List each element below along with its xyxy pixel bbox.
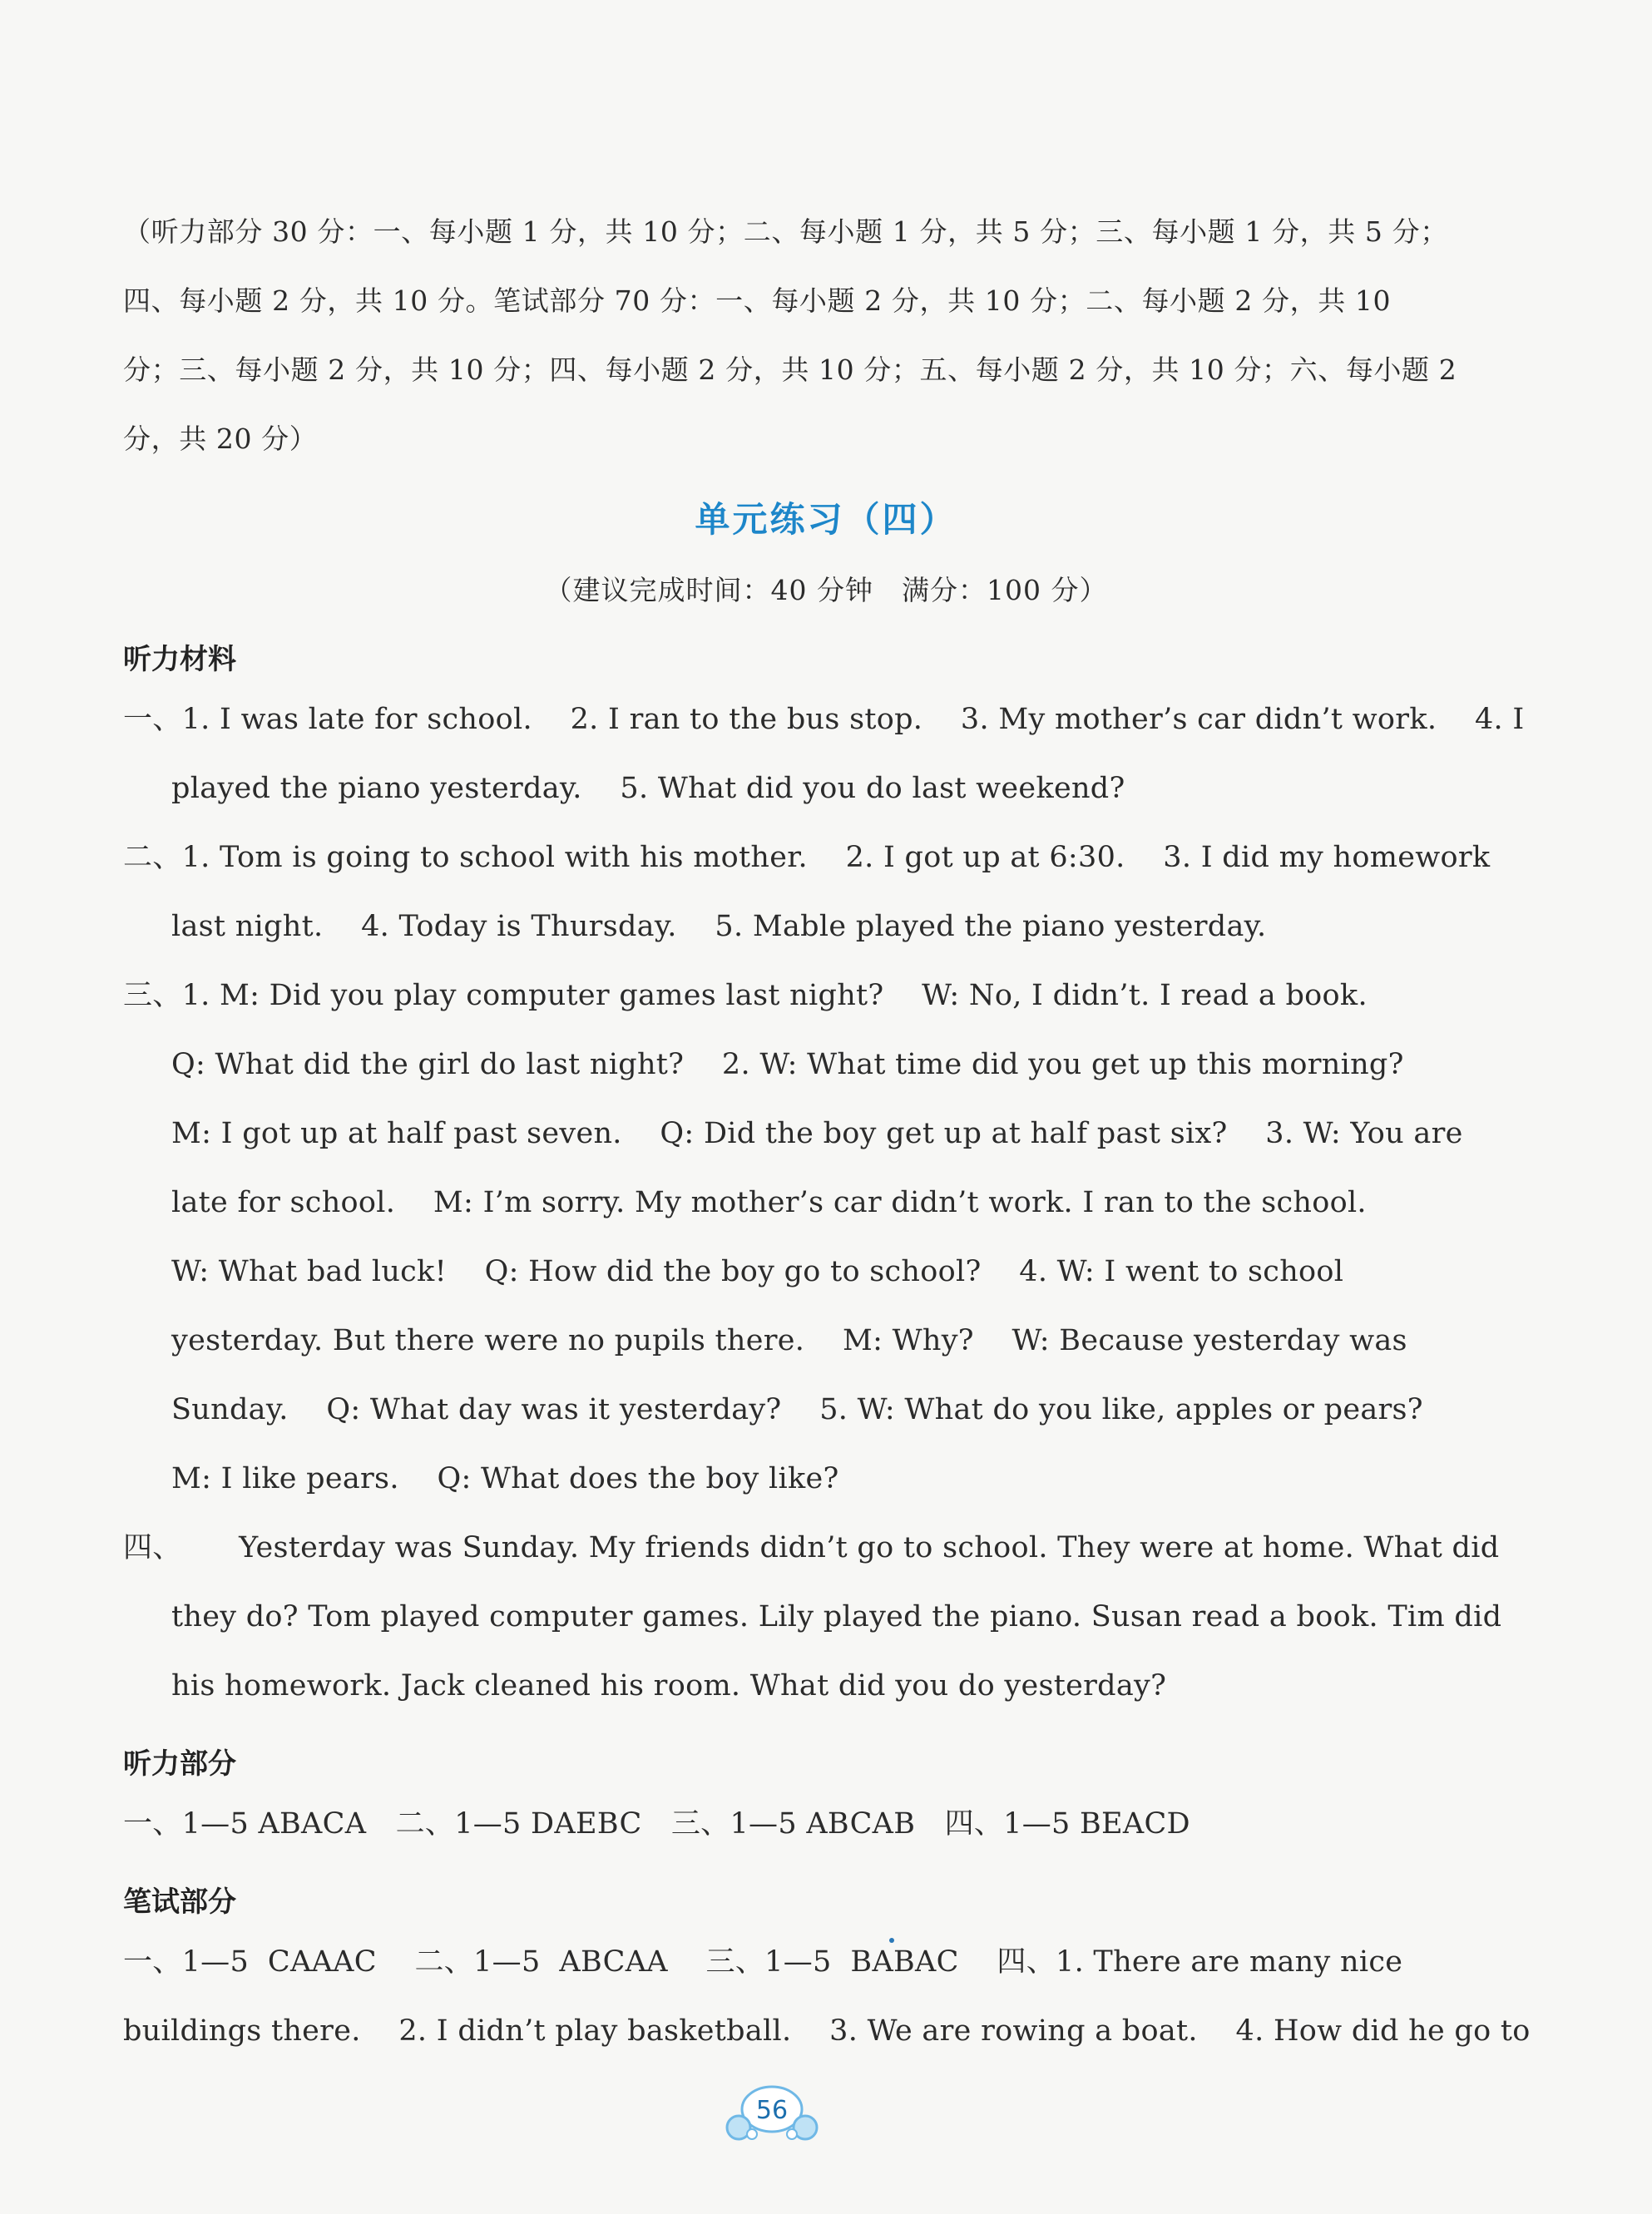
section2-line-1: 二、1. Tom is going to school with his mother. 2. I got up at 6:30. 3. I did my homework [123,841,1491,874]
section3-line-1: 三、1. M: Did you play computer games last night? W: No, I didn’t. I read a book. [123,979,1368,1012]
unit-title: 单元练习（四） [695,499,957,540]
listening-answers: 一、1—5 ABACA 二、1—5 DAEBC 三、1—5 ABCAB 四、1—5 BEACD [123,1807,1190,1841]
section3-line-6: yesterday. But there were no pupils there. M: Why? W: Because yesterday was [171,1324,1407,1357]
section3-line-8: M: I like pears. Q: What does the boy like? [171,1462,839,1495]
written-answers-line-2: buildings there. 2. I didn’t play basketball. 3. We are rowing a boat. 4. How did he go to [123,2014,1531,2048]
section4-line-2: they do? Tom played computer games. Lily played the piano. Susan read a book. Tim did [171,1600,1502,1633]
intro-line-2: 四、每小题 2 分，共 10 分。笔试部分 70 分：一、每小题 2 分，共 10 分；二、每小题 2 分，共 10 [123,284,1392,317]
section3-line-5: W: What bad luck! Q: How did the boy go to school? 4. W: I went to school [171,1255,1344,1288]
intro-line-3: 分；三、每小题 2 分，共 10 分；四、每小题 2 分，共 10 分；五、每小题 2 分，共 10 分；六、每小题 2 [123,353,1457,386]
section4-line-1: 四、 Yesterday was Sunday. My friends didn’t go to school. They were at home. What did [123,1531,1500,1564]
page-number-badge [719,2079,825,2147]
section3-line-7: Sunday. Q: What day was it yesterday? 5. W: What do you like, apples or pears? [171,1393,1423,1426]
stray-dot [889,1938,894,1943]
heading-written-part: 笔试部分 [123,1885,236,1919]
page-number: 56 [755,2096,789,2125]
section2-line-2: last night. 4. Today is Thursday. 5. Mable played the piano yesterday. [171,910,1267,943]
section1-line-1: 一、1. I was late for school. 2. I ran to the bus stop. 3. My mother’s car didn’t work. 4. I [123,703,1525,736]
section4-line-3: his homework. Jack cleaned his room. What did you do yesterday? [171,1669,1167,1703]
time-and-score-note: （建议完成时间：40 分钟 满分：100 分） [544,574,1108,606]
section3-line-2: Q: What did the girl do last night? 2. W: What time did you get up this morning? [171,1048,1404,1081]
section3-line-3: M: I got up at half past seven. Q: Did the boy get up at half past six? 3. W: You are [171,1117,1463,1150]
section1-line-2: played the piano yesterday. 5. What did you do last weekend? [171,772,1125,805]
heading-listening-material: 听力材料 [123,643,236,676]
heading-listening-part: 听力部分 [123,1747,236,1781]
intro-line-1: （听力部分 30 分：一、每小题 1 分，共 10 分；二、每小题 1 分，共 5 分；三、每小题 1 分，共 5 分； [123,215,1448,248]
written-answers-line-1: 一、1—5 CAAAC 二、1—5 ABCAA 三、1—5 BABAC 四、1. There are many nice [123,1945,1403,1979]
intro-line-4: 分，共 20 分） [123,423,318,455]
section3-line-4: late for school. M: I’m sorry. My mother’s car didn’t work. I ran to the school. [171,1186,1367,1219]
